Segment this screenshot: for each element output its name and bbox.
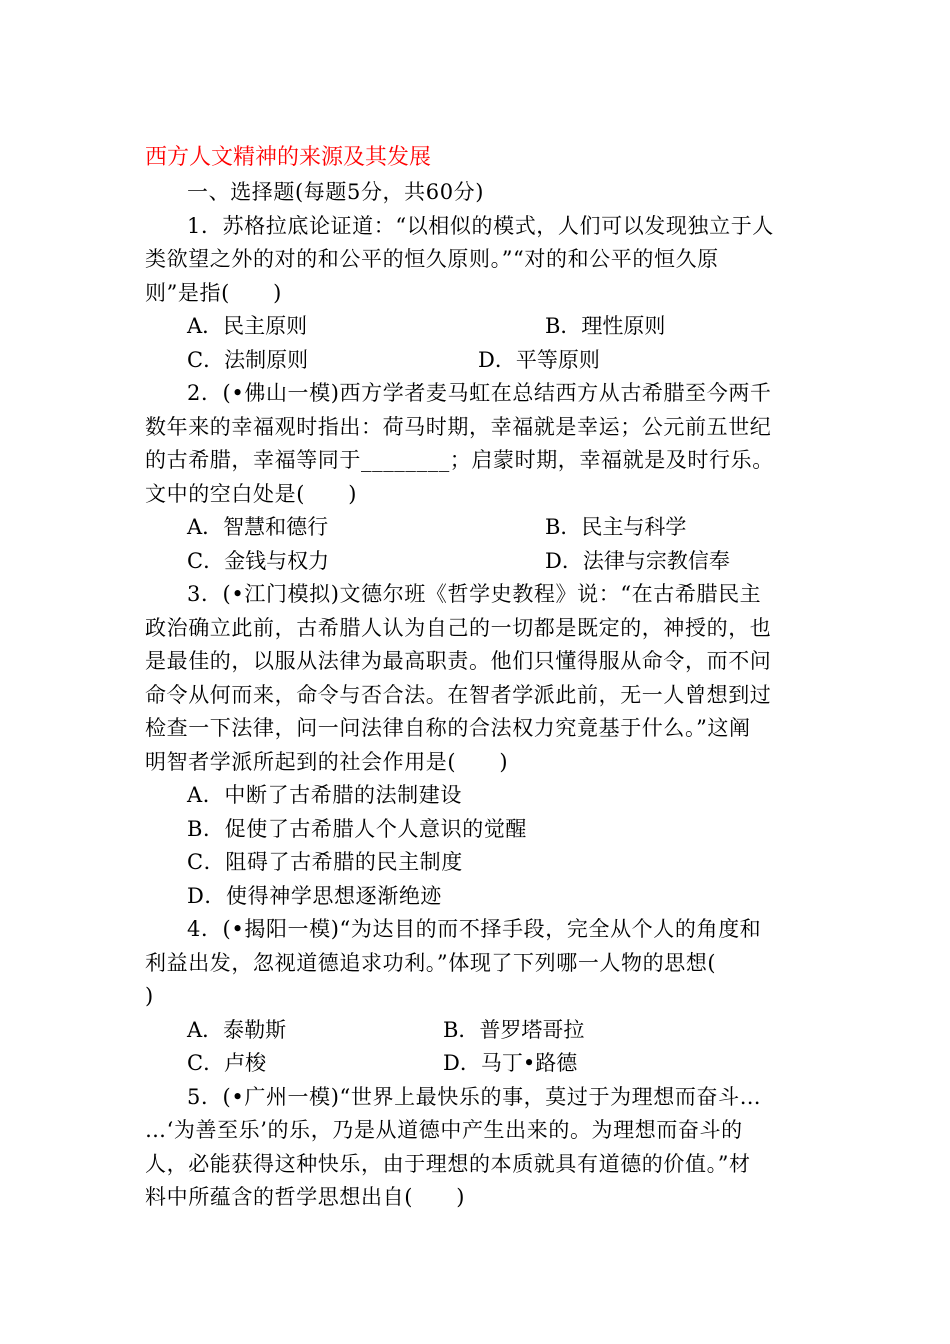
document-title: 西方人文精神的来源及其发展 (145, 145, 432, 170)
question-line: 料中所蕴含的哲学思想出自( ) (145, 1185, 465, 1209)
question-line: 人，必能获得这种快乐，由于理想的本质就具有道德的价值。”材 (145, 1151, 751, 1176)
question-line: …‘为善至乐’的乐，乃是从道德中产生出来的。为理想而奋斗的 (145, 1118, 743, 1142)
option-c: C．金钱与权力 (187, 548, 330, 573)
question-line: 1．苏格拉底论证道：“以相似的模式，人们可以发现独立于人 (187, 213, 774, 238)
question-line: 5．(•广州一模)“世界上最快乐的事，莫过于为理想而奋斗… (187, 1084, 762, 1109)
option-c: C．阻碍了古希腊的民主制度 (187, 850, 463, 874)
option-row (145, 344, 810, 378)
question-3 (145, 578, 810, 913)
document-page (145, 140, 810, 1215)
question-5 (145, 1081, 810, 1215)
option-c: C．法制原则 (187, 347, 309, 372)
section-heading: 一、选择题(每题5分，共60分) (187, 180, 485, 204)
option-row (145, 511, 810, 545)
option-a: A．泰勒斯 (187, 1017, 287, 1042)
question-line: 是最佳的，以服从法律为最高职责。他们只懂得服从命令，而不问 (145, 649, 772, 673)
option-row (145, 1047, 810, 1081)
question-line: 类欲望之外的对的和公平的恒久原则。”“对的和公平的恒久原 (145, 247, 719, 271)
question-line: 则”是指( ) (145, 280, 282, 305)
question-line: 检查一下法律，问一问法律自称的合法权力究竟基于什么。”这阐 (145, 716, 751, 740)
question-line: 数年来的幸福观时指出：荷马时期，幸福就是幸运；公元前五世纪 (145, 414, 772, 439)
question-4 (145, 913, 810, 1081)
option-a: A．智慧和德行 (187, 515, 329, 539)
option-b: B．普罗塔哥拉 (443, 1017, 585, 1042)
option-c: C．卢梭 (187, 1051, 267, 1075)
option-b: B．促使了古希腊人个人意识的觉醒 (187, 816, 528, 841)
question-line: 文中的空白处是( ) (145, 481, 357, 506)
option-d: D．平等原则 (478, 347, 600, 372)
option-d: D．使得神学思想逐渐绝迹 (187, 883, 443, 908)
question-line: 命令从何而来，命令与否合法。在智者学派此前，无一人曾想到过 (145, 682, 772, 707)
option-row (145, 545, 810, 579)
question-line: ) (145, 984, 154, 1008)
option-b: B．理性原则 (545, 314, 666, 338)
question-line: 4．(•揭阳一模)“为达目的而不择手段，完全从个人的角度和 (187, 917, 762, 941)
option-d: D．法律与宗教信奉 (545, 548, 730, 573)
option-a: A．中断了古希腊的法制建设 (187, 783, 462, 807)
option-a: A．民主原则 (187, 314, 308, 338)
question-line: 明智者学派所起到的社会作用是( ) (145, 749, 509, 774)
option-b: B．民主与科学 (545, 515, 687, 539)
option-row (145, 310, 810, 344)
question-2 (145, 377, 810, 578)
question-line: 的古希腊，幸福等同于________；启蒙时期，幸福就是及时行乐。 (145, 448, 774, 472)
question-line: 利益出发，忽视道德追求功利。”体现了下列哪一人物的思想( (145, 950, 717, 975)
question-1 (145, 210, 810, 378)
question-line: 政治确立此前，古希腊人认为自己的一切都是既定的，神授的，也 (145, 615, 772, 640)
question-line: 2．(•佛山一模)西方学者麦马虹在总结西方从古希腊至今两千 (187, 381, 772, 405)
option-row (145, 1014, 810, 1048)
option-d: D．马丁•路德 (443, 1051, 578, 1075)
question-line: 3．(•江门模拟)文德尔班《哲学史教程》说：“在古希腊民主 (187, 582, 762, 606)
